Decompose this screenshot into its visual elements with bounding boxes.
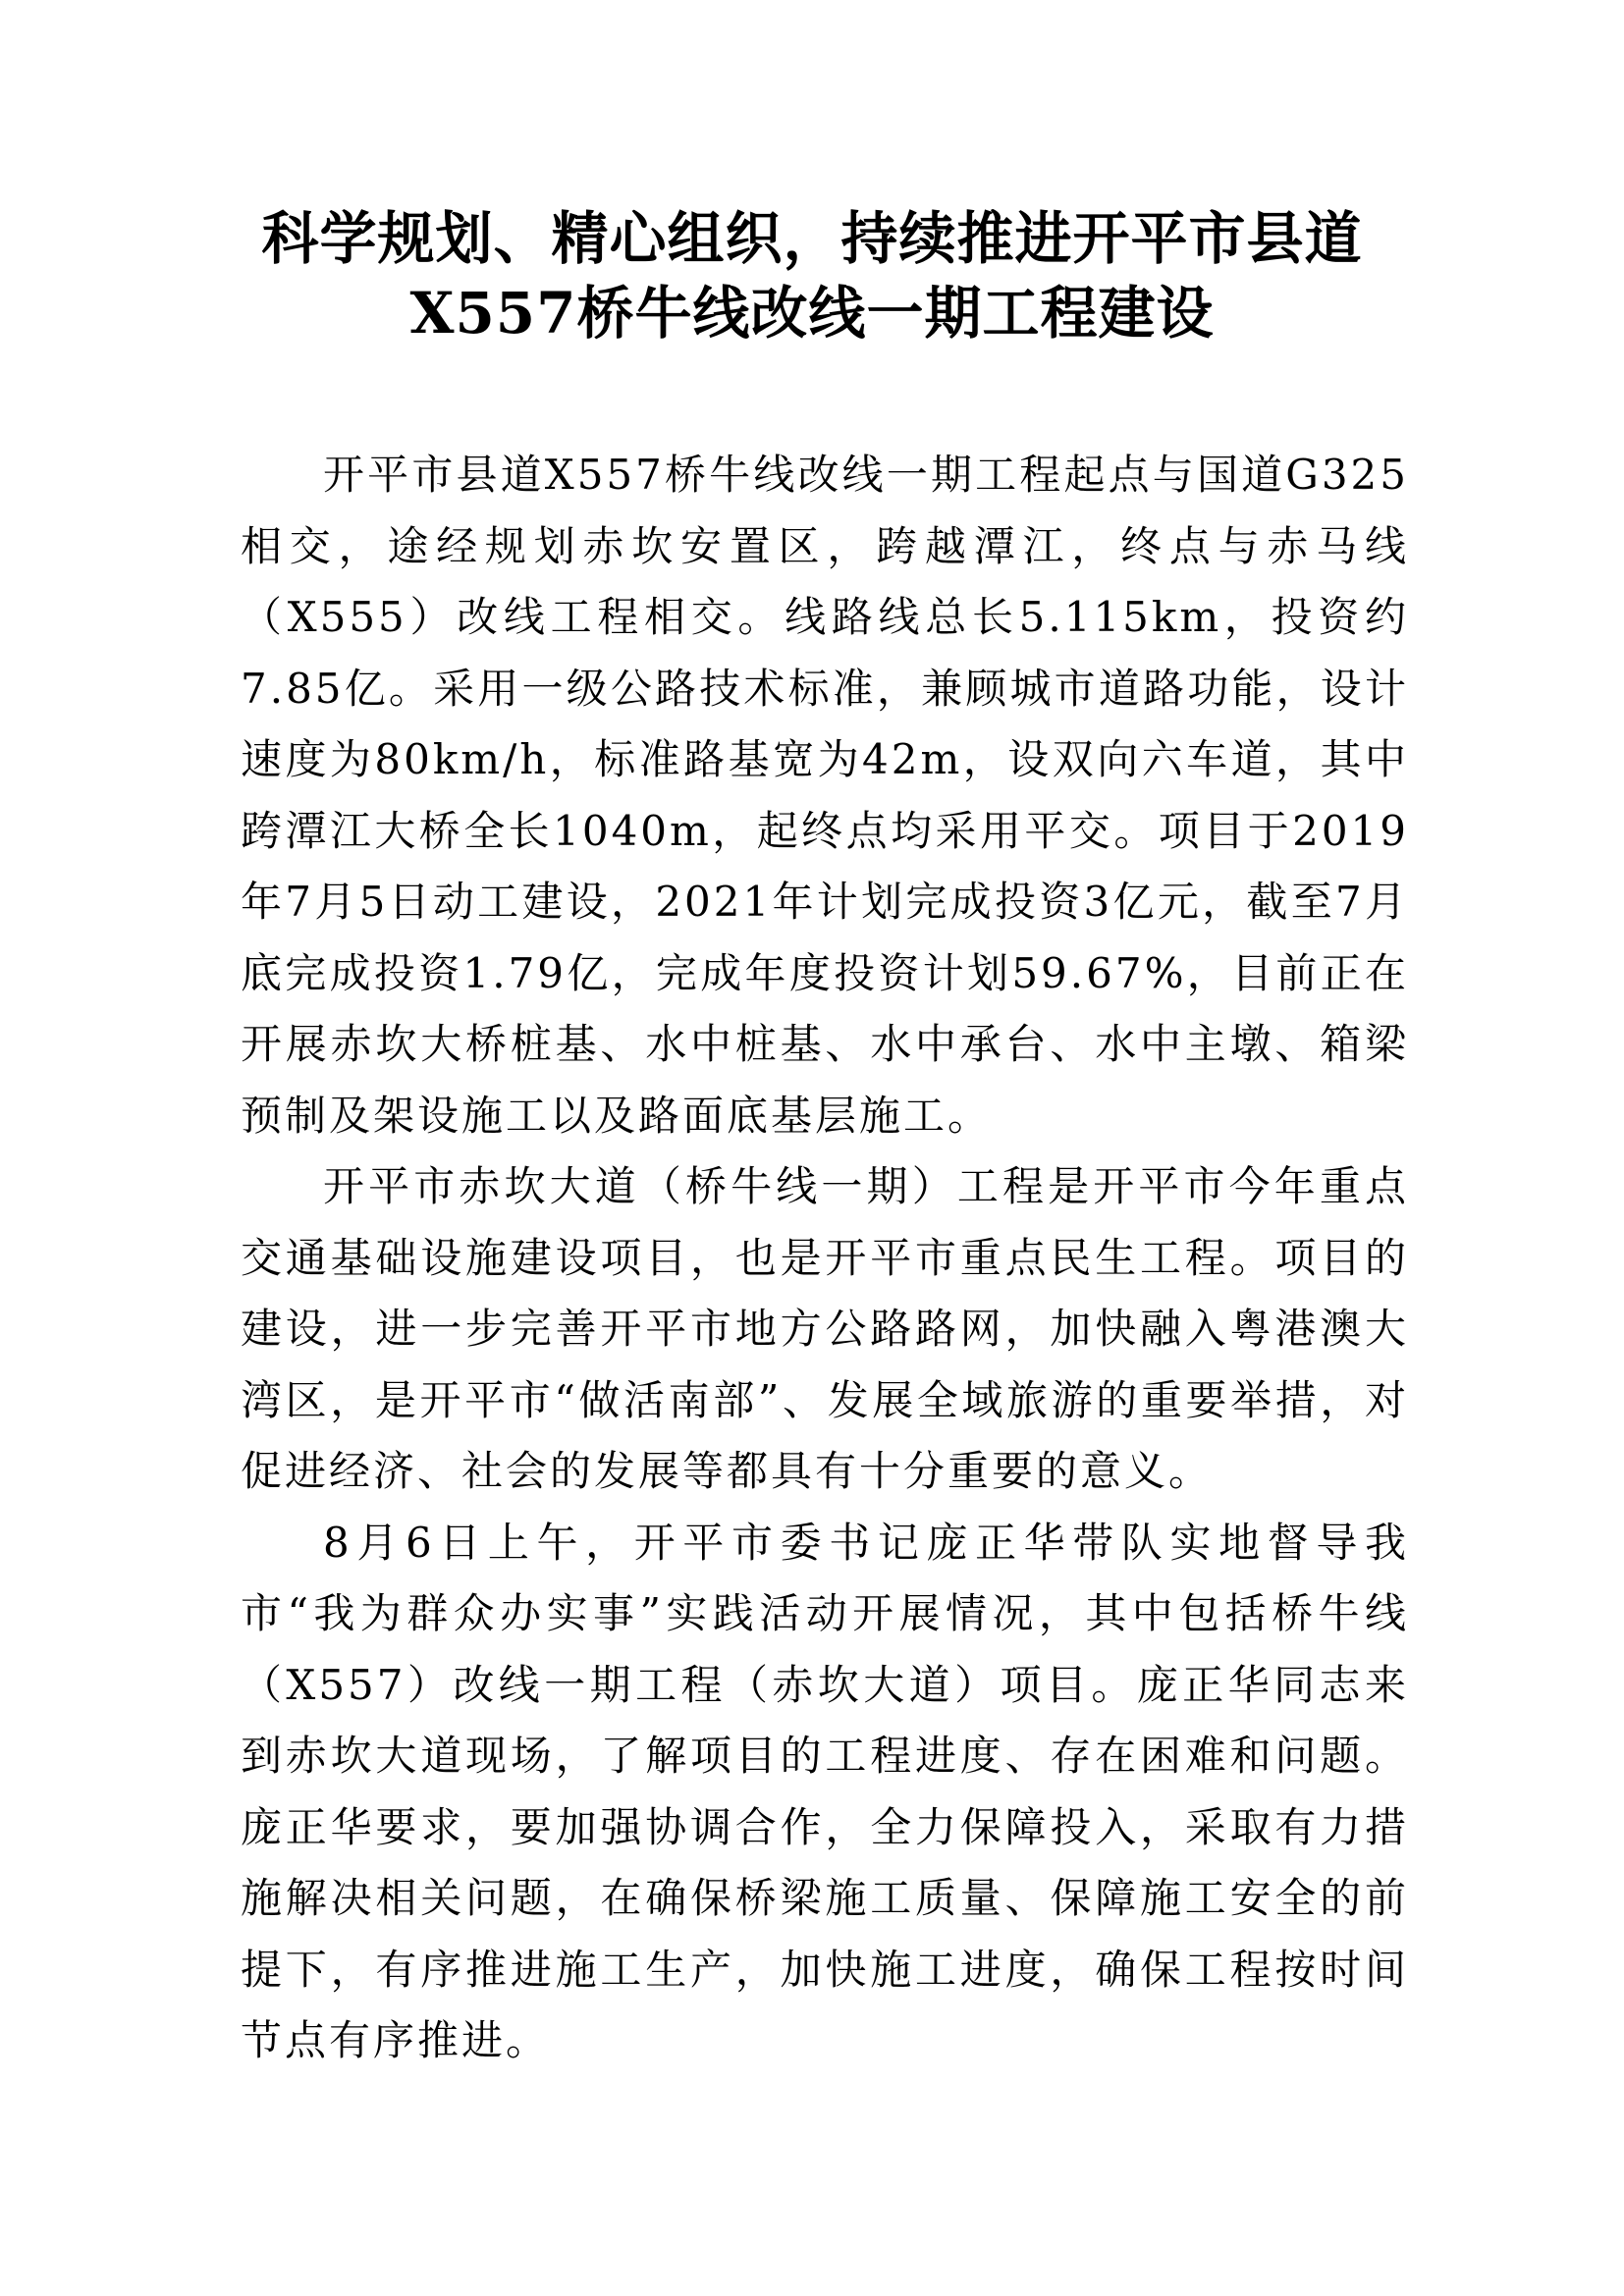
article-body — [241, 440, 1409, 2077]
title-line-2: X557桥牛线改线一期工程建设 — [409, 280, 1215, 347]
paragraph-project-overview: 开平市县道X557桥牛线改线一期工程起点与国道G325相交，途经规划赤坎安置区，跨越潭江，终点与赤马线（X555）改线工程相交。线路线总长5.115km，投资约7.85亿。采用一级公路技术标准，兼顾城市道路功能，设计速度为80km/h，标准路基宽为42m，设双向六车道，其中跨潭江大桥全长1040m，起终点均采用平交。项目于2019年7月5日动工建设，2021年计划完成投资3亿元，截至7月底完成投资1.79亿，完成年度投资计划59.67%，目前正在开展赤坎大桥桩基、水中桩基、水中承台、水中主墩、箱梁预制及架设施工以及路面底基层施工。 — [241, 451, 1409, 1140]
paragraph-site-inspection: 8月6日上午，开平市委书记庞正华带队实地督导我市“我为群众办实事”实践活动开展情况，其中包括桥牛线（X557）改线一期工程（赤坎大道）项目。庞正华同志来到赤坎大道现场，了解项目的工程进度、存在困难和问题。庞正华要求，要加强协调合作，全力保障投入，采取有力措施解决相关问题，在确保桥梁施工质量、保障施工安全的前提下，有序推进施工生产，加快施工进度，确保工程按时间节点有序推进。 — [241, 1518, 1409, 2064]
title-line-1: 科学规划、精心组织，持续推进开平市县道 — [261, 205, 1363, 272]
page-title — [177, 201, 1447, 350]
paragraph-project-significance: 开平市赤坎大道（桥牛线一期）工程是开平市今年重点交通基础设施建设项目，也是开平市重点民生工程。项目的建设，进一步完善开平市地方公路路网，加快融入粤港澳大湾区，是开平市“做活南部”、发展全域旅游的重要举措，对促进经济、社会的发展等都具有十分重要的意义。 — [241, 1162, 1409, 1495]
